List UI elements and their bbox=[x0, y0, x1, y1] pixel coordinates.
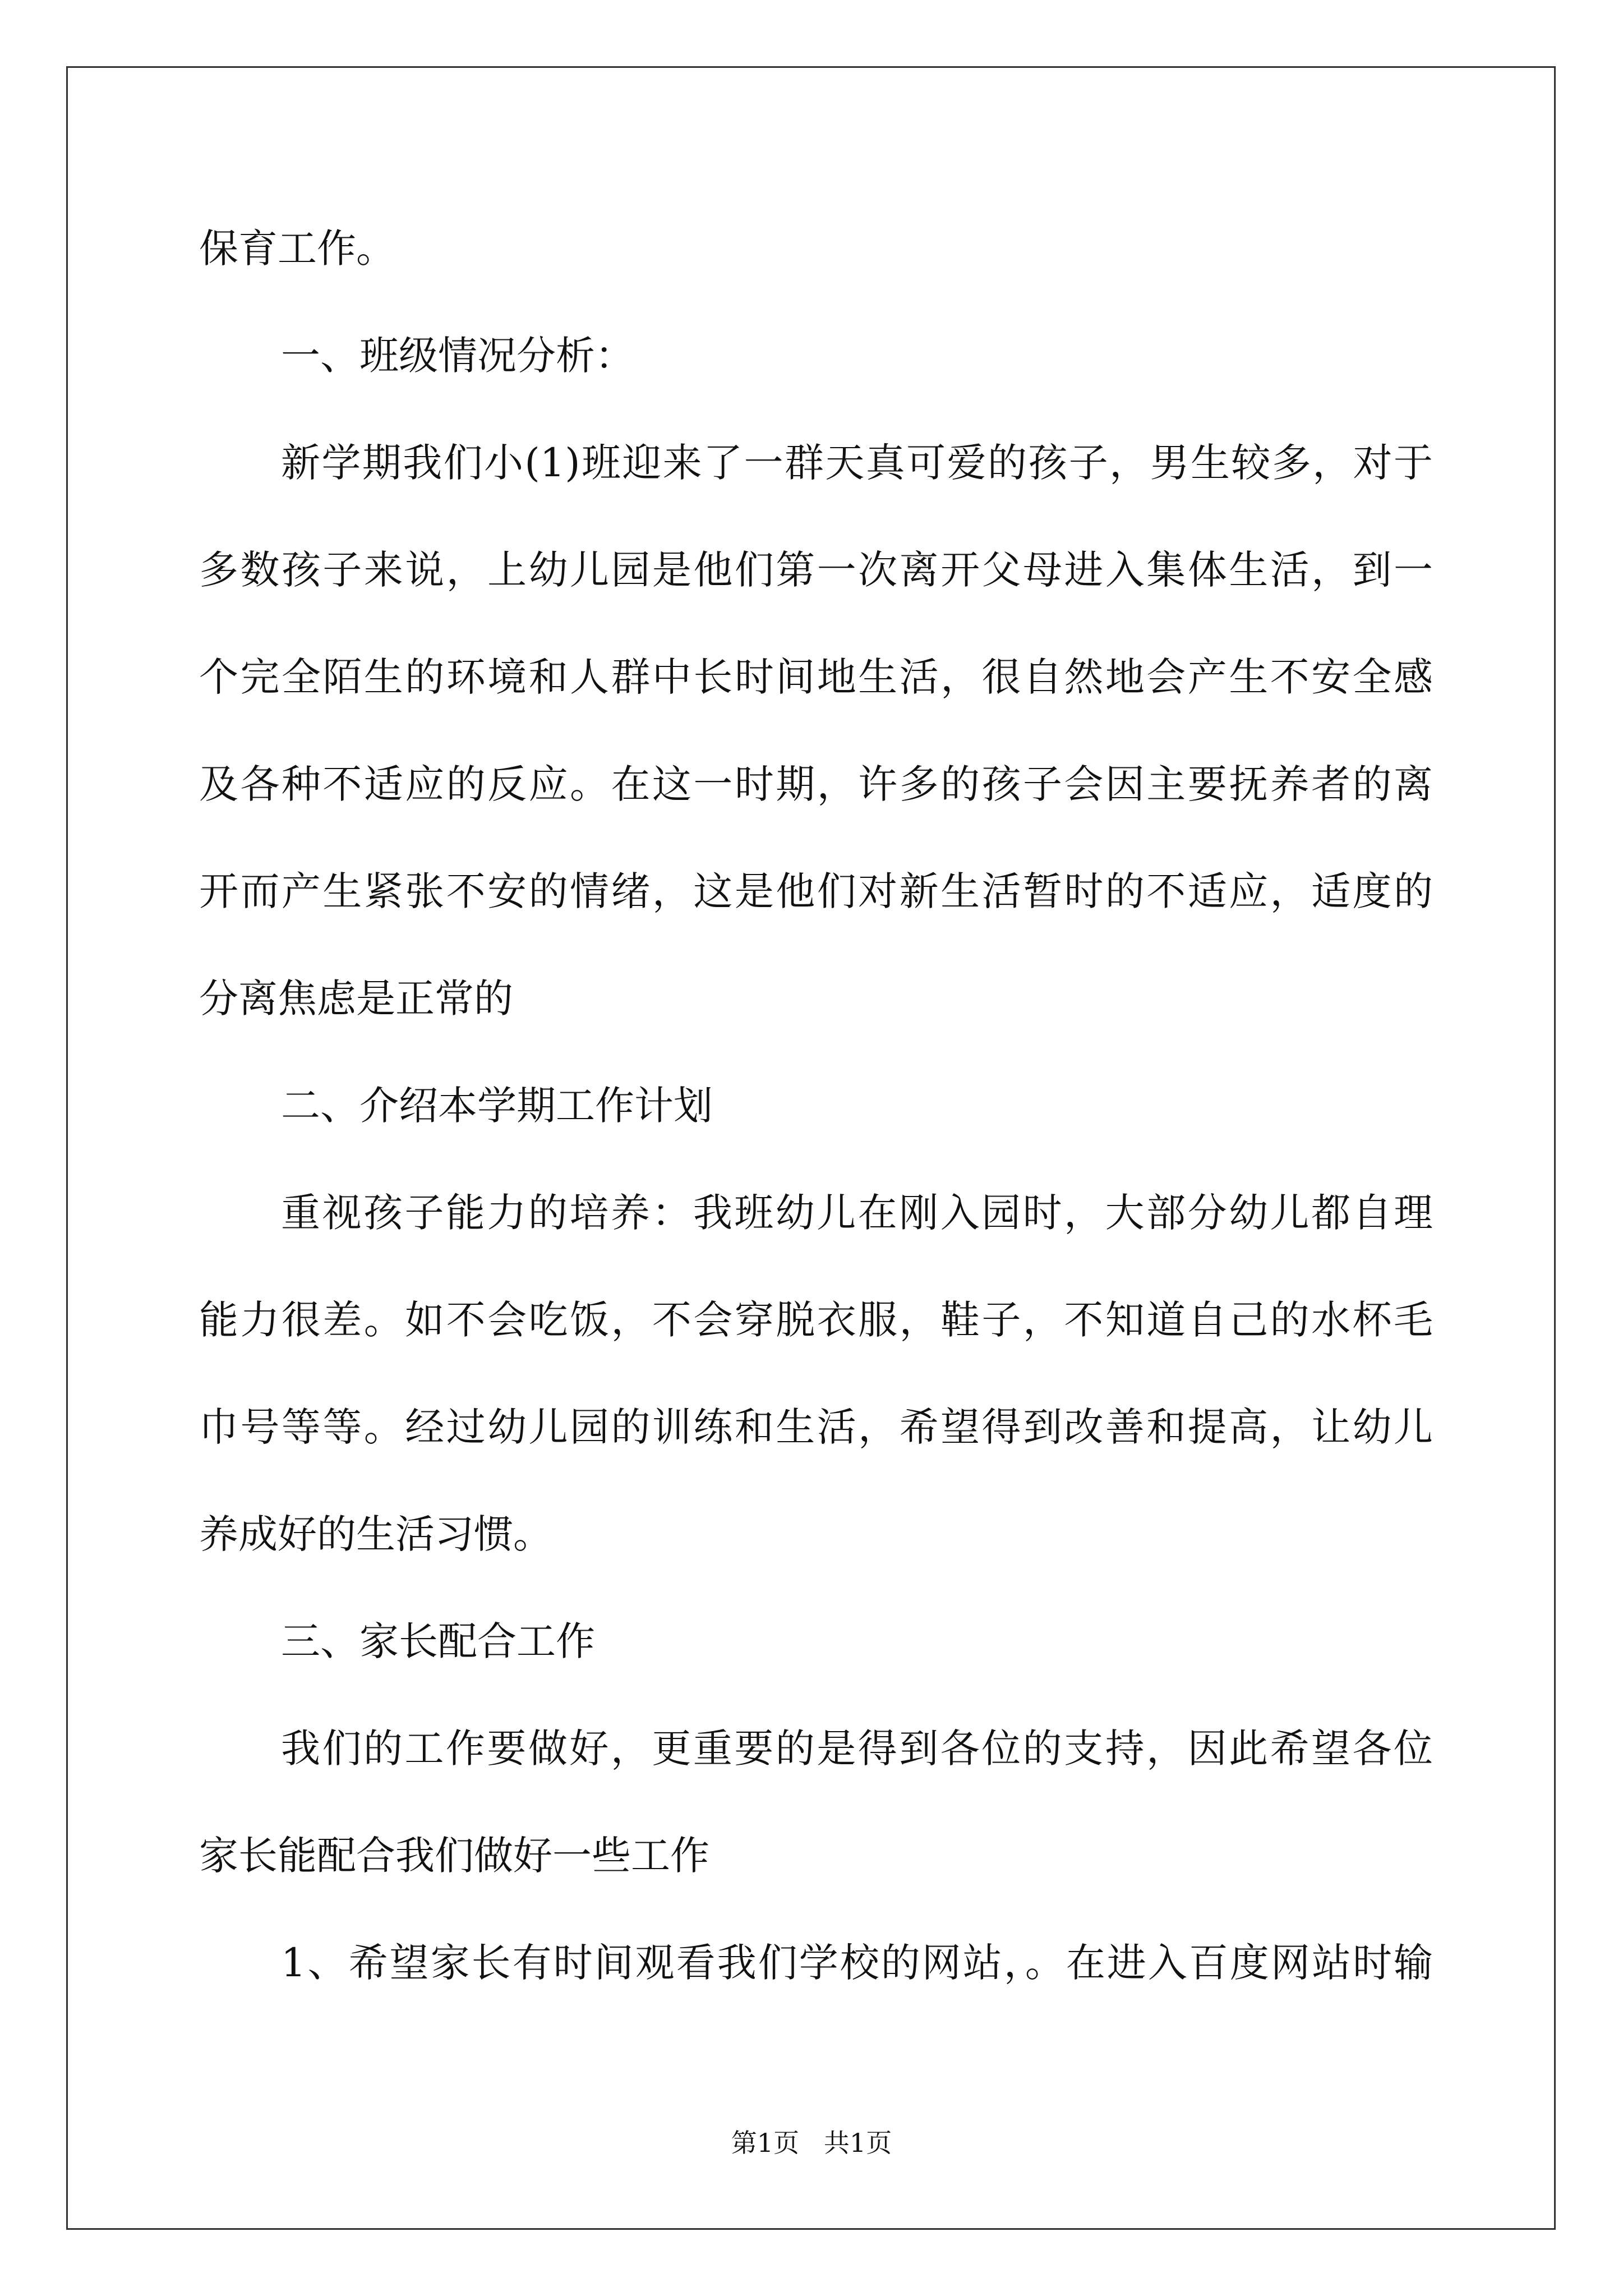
text-line: 保育工作。 bbox=[199, 226, 395, 272]
text-line: 能力很差。如不会吃饭，不会穿脱衣服，鞋子，不知道自己的水杯毛 bbox=[199, 1297, 1433, 1343]
text-line: 及各种不适应的反应。在这一时期，许多的孩子会因主要抚养者的离 bbox=[199, 761, 1433, 807]
text-line: 开而产生紧张不安的情绪，这是他们对新生活暂时的不适应，适度的 bbox=[199, 868, 1433, 914]
page-footer: 第1页 共1页 bbox=[731, 2128, 892, 2158]
text-line: 1、希望家长有时间观看我们学校的网站，。在进入百度网站时输 bbox=[281, 1940, 1433, 1986]
text-line: 我们的工作要做好，更重要的是得到各位的支持，因此希望各位 bbox=[281, 1726, 1433, 1772]
text-line: 二、介绍本学期工作计划 bbox=[281, 1083, 713, 1129]
text-line: 三、家长配合工作 bbox=[281, 1618, 595, 1664]
text-line: 多数孩子来说，上幼儿园是他们第一次离开父母进入集体生活，到一 bbox=[199, 547, 1433, 593]
text-line: 新学期我们小(1)班迎来了一群天真可爱的孩子，男生较多，对于 bbox=[281, 440, 1433, 486]
text-line: 养成好的生活习惯。 bbox=[199, 1511, 552, 1557]
text-line: 巾号等等。经过幼儿园的训练和生活，希望得到改善和提高，让幼儿 bbox=[199, 1404, 1433, 1450]
text-line: 家长能配合我们做好一些工作 bbox=[199, 1833, 709, 1879]
text-line: 重视孩子能力的培养：我班幼儿在刚入园时，大部分幼儿都自理 bbox=[281, 1190, 1433, 1236]
document-body bbox=[199, 222, 1433, 2043]
text-line: 一、班级情况分析： bbox=[281, 333, 634, 379]
text-line: 个完全陌生的环境和人群中长时间地生活，很自然地会产生不安全感 bbox=[199, 654, 1433, 700]
text-line: 分离焦虑是正常的 bbox=[199, 976, 513, 1022]
